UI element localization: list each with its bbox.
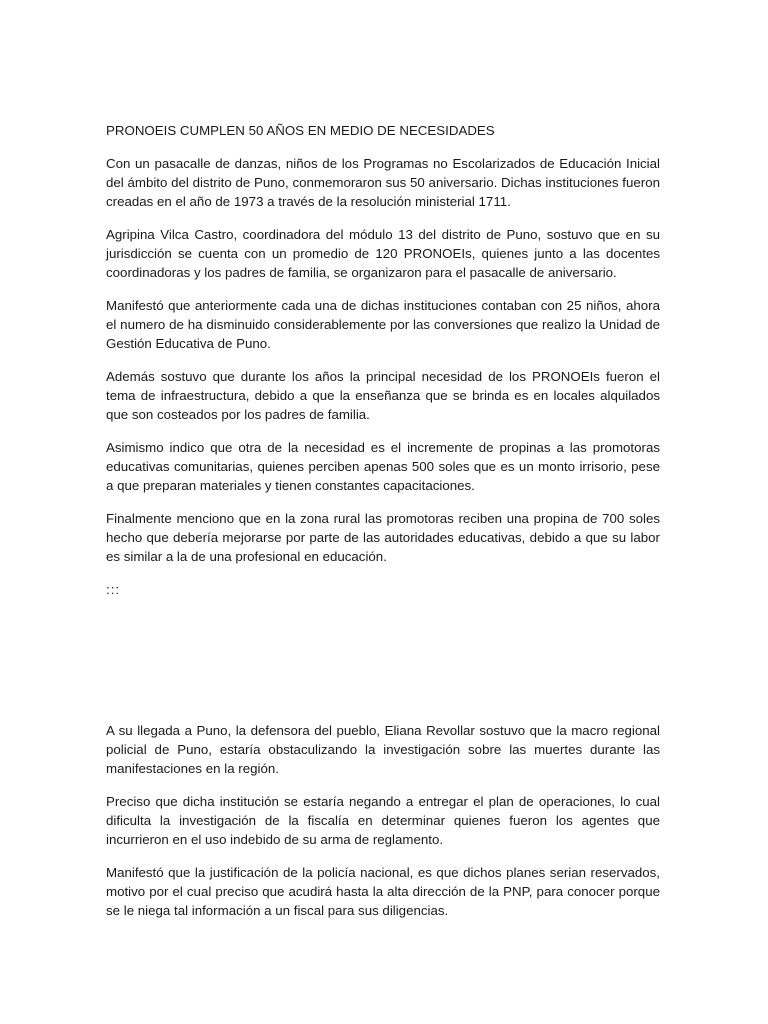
paragraph: Manifestó que la justificación de la policía nacional, es que dichos planes serian reservados, motivo por el cual preciso que acudirá hasta la alta dirección de la PNP, para conocer porque se le niega tal información a un fiscal para sus diligencias.	[106, 865, 660, 918]
paragraph: Además sostuvo que durante los años la principal necesidad de los PRONOEIs fueron el tema de infraestructura, debido a que la enseñanza que se brinda es en locales alquilados que son costeados por los padres de familia.	[106, 369, 660, 422]
article-title: PRONOEIS CUMPLEN 50 AÑOS EN MEDIO DE NECESIDADES	[106, 123, 495, 138]
paragraph: A su llegada a Puno, la defensora del pueblo, Eliana Revollar sostuvo que la macro regional policial de Puno, estaría obstaculizando la investigación sobre las muertes durante las manifestaciones en la región.	[106, 723, 660, 776]
paragraph: Preciso que dicha institución se estaría negando a entregar el plan de operaciones, lo cual dificulta la investigación de la fiscalía en determinar quienes fueron los agentes que incurrieron en el uso indebido de su arma de reglamento.	[106, 794, 660, 847]
article-defensoria	[106, 721, 660, 934]
section-separator: :::	[106, 582, 121, 597]
paragraph: Agripina Vilca Castro, coordinadora del módulo 13 del distrito de Puno, sostuvo que en su jurisdicción se cuenta con un promedio de 120 PRONOEIs, quienes junto a las docentes coordinadoras y los padres de familia, se organizaron para el pasacalle de aniversario.	[106, 227, 660, 280]
paragraph: Asimismo indico que otra de la necesidad es el incremente de propinas a las promotoras educativas comunitarias, quienes perciben apenas 500 soles que es un monto irrisorio, pese a que preparan materiales y tienen constantes capacitaciones.	[106, 440, 660, 493]
paragraph: Manifestó que anteriormente cada una de dichas instituciones contaban con 25 niños, ahora el numero de ha disminuido considerablemente por las conversiones que realizo la Unidad de Gestión Educativa de Puno.	[106, 298, 660, 351]
paragraph: Finalmente menciono que en la zona rural las promotoras reciben una propina de 700 soles hecho que debería mejorarse por parte de las autoridades educativas, debido a que su labor es similar a la de una profesional en educación.	[106, 511, 660, 564]
article-pronoeis	[106, 121, 660, 613]
paragraph: Con un pasacalle de danzas, niños de los Programas no Escolarizados de Educación Inicial del ámbito del distrito de Puno, conmemoraron sus 50 aniversario. Dichas instituciones fueron creadas en el año de 1973 a través de la resolución ministerial 1711.	[106, 156, 660, 209]
